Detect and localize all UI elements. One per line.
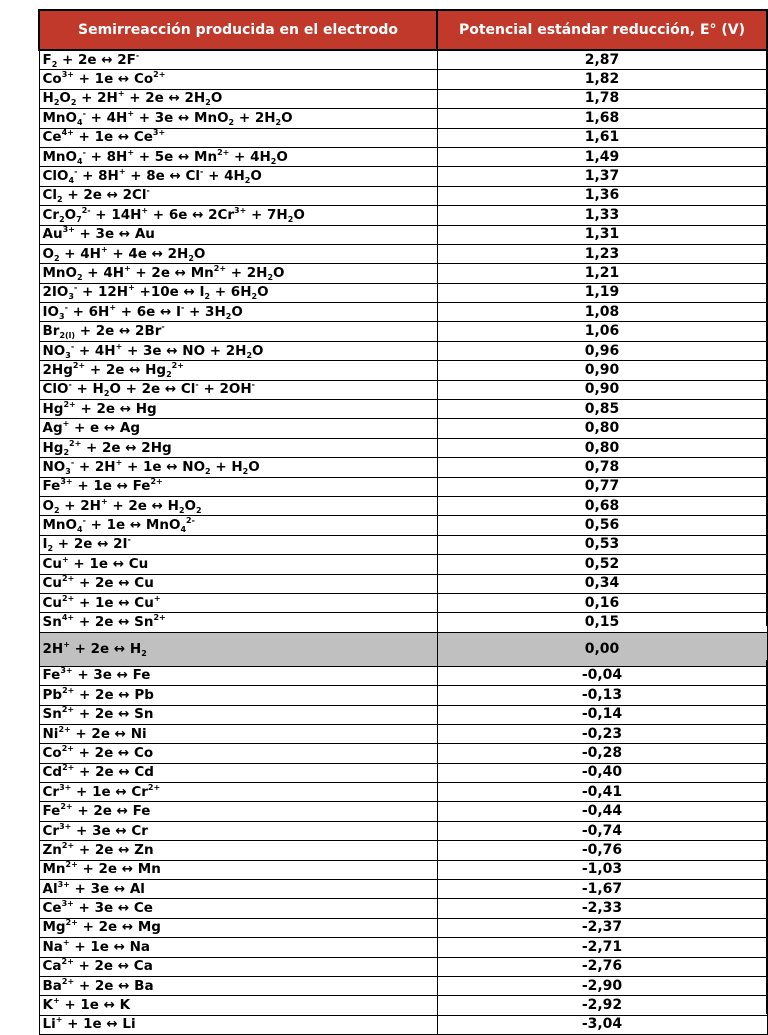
potential-value-cell: 1,49: [437, 147, 767, 166]
table-row: [39, 821, 767, 840]
potential-value-cell: -0,76: [437, 841, 767, 860]
table-row: [39, 147, 767, 166]
table-row: [39, 802, 767, 821]
half-reaction-cell: MnO$_4$- + 1e ↔ MnO$_4^{2-}$: [39, 516, 437, 535]
half-reaction-cell: $Cu^{2+} + 1e$ ↔ Cu+: [39, 593, 437, 612]
half-reaction-cell: $Ce^{3+} + 3e$ ↔ Ce: [39, 899, 437, 918]
header-row: [39, 10, 767, 50]
half-reaction-cell: ClO$_4$- + 8H+ + 8e ↔ $Cl^- + 4H_2O$: [39, 167, 437, 186]
table-row: [39, 593, 767, 612]
potential-value-cell: -2,92: [437, 996, 767, 1015]
table-row: [39, 361, 767, 380]
half-reaction-cell: MnO$_2$ + 4H+ + 2e ↔ $Mn^{2+} + 2H_2O$: [39, 264, 437, 283]
half-reaction-cell: $IO_3^- + 6H^+ + 6e$ ↔ $I^- + 3H_2O$: [39, 303, 437, 322]
reduction-potentials-table-container: [38, 9, 768, 1035]
half-reaction-cell: Cu+ + 1e ↔ Cu: [39, 555, 437, 574]
half-reaction-cell: $Ca^{2+} + 2e$ ↔ Ca: [39, 957, 437, 976]
half-reaction-cell: $Cr^{3+} + 3e$ ↔ Cr: [39, 821, 437, 840]
half-reaction-cell: $Cr^{3+} + 1e$ ↔ $Cr^{2+}$: [39, 783, 437, 802]
potential-value-cell: 1,23: [437, 244, 767, 263]
header-half-reaction: Semirreacción producida en el electrodo: [39, 10, 437, 50]
table-row: [39, 225, 767, 244]
table-row: [39, 880, 767, 899]
table-row: [39, 724, 767, 743]
half-reaction-cell: $O_2 + 4H^+ + 4e$ ↔ $2H_2O$: [39, 244, 437, 263]
potential-value-cell: 0,16: [437, 593, 767, 612]
table-row: [39, 860, 767, 879]
table-row: [39, 70, 767, 89]
table-row: [39, 666, 767, 685]
table-row: [39, 322, 767, 341]
table-row: [39, 516, 767, 535]
potential-value-cell: 0,56: [437, 516, 767, 535]
potential-value-cell: 1,37: [437, 167, 767, 186]
half-reaction-cell: $2IO_3^- + 12H^+ +10e$ ↔ $I_2 + 6H_2O$: [39, 283, 437, 302]
potential-value-cell: 0,53: [437, 535, 767, 554]
table-row: [39, 976, 767, 995]
half-reaction-cell: $H_2O_2 + 2H^+ + 2e$ ↔ $2H_2O$: [39, 89, 437, 108]
half-reaction-cell: $Hg^{2+} + 2e$ ↔ Hg: [39, 400, 437, 419]
potential-value-cell: 0,52: [437, 555, 767, 574]
potential-value-cell: 1,21: [437, 264, 767, 283]
table-row: [39, 50, 767, 70]
potential-value-cell: -0,44: [437, 802, 767, 821]
half-reaction-cell: $Ni^{2+} + 2e$ ↔ Ni: [39, 724, 437, 743]
table-row: [39, 686, 767, 705]
half-reaction-cell: $Cu^{2+} + 2e$ ↔ Cu: [39, 574, 437, 593]
table-row: [39, 167, 767, 186]
table-row: [39, 419, 767, 438]
table-row: [39, 555, 767, 574]
table-row: [39, 264, 767, 283]
table-row: [39, 477, 767, 496]
table-row: [39, 206, 767, 225]
half-reaction-cell: $NO_3^- + 2H^+ + 1e$ ↔ $NO_2 + H_2O$: [39, 458, 437, 477]
potential-value-cell: 0,80: [437, 438, 767, 457]
table-row: [39, 574, 767, 593]
half-reaction-cell: Li+ + 1e ↔ Li: [39, 1015, 437, 1034]
half-reaction-cell: $Fe^{3+} + 1e$ ↔ $Fe^{2+}$: [39, 477, 437, 496]
half-reaction-cell: 2H+ + 2e ↔ $H_2$: [39, 632, 437, 666]
potential-value-cell: 1,78: [437, 89, 767, 108]
half-reaction-cell: $2Hg^{2+} + 2e$ ↔ $Hg_2^{2+}$: [39, 361, 437, 380]
potential-value-cell: -0,28: [437, 744, 767, 763]
table-row: [39, 244, 767, 263]
half-reaction-cell: $I_2 + 2e$ ↔ 2I-: [39, 535, 437, 554]
potential-value-cell: 0,80: [437, 419, 767, 438]
half-reaction-cell: $NO_3^- + 4H^+ + 3e$ ↔ NO + $2H_2O$: [39, 341, 437, 360]
potential-value-cell: 0,77: [437, 477, 767, 496]
half-reaction-cell: $Fe^{3+} + 3e$ ↔ Fe: [39, 666, 437, 685]
half-reaction-cell: $Co^{3+} + 1e$ ↔ $Co^{2+}$: [39, 70, 437, 89]
potential-value-cell: 0,90: [437, 361, 767, 380]
table-row: [39, 783, 767, 802]
table-row: [39, 303, 767, 322]
potential-value-cell: -1,03: [437, 860, 767, 879]
potential-value-cell: -2,37: [437, 918, 767, 937]
half-reaction-cell: $Cl_2 + 2e$ ↔ 2Cl-: [39, 186, 437, 205]
table-row: [39, 705, 767, 724]
potential-value-cell: 1,31: [437, 225, 767, 244]
table-row-reference-electrode: [39, 632, 767, 666]
table-row: [39, 535, 767, 554]
table-row: [39, 458, 767, 477]
potential-value-cell: -0,14: [437, 705, 767, 724]
half-reaction-cell: $Cr_2O_7^{2-} + 14H^+ + 6e$ ↔ $2Cr^{3+} + 7H_2O$: [39, 206, 437, 225]
potential-value-cell: 0,34: [437, 574, 767, 593]
reduction-potentials-table: [38, 9, 768, 1035]
potential-value-cell: -2,71: [437, 938, 767, 957]
table-row: [39, 1015, 767, 1034]
table-row: [39, 899, 767, 918]
half-reaction-cell: $Au^{3+} + 3e$ ↔ Au: [39, 225, 437, 244]
half-reaction-cell: $Cd^{2+} + 2e$ ↔ Cd: [39, 763, 437, 782]
potential-value-cell: 1,08: [437, 303, 767, 322]
half-reaction-cell: $O_2 + 2H^+ + 2e$ ↔ $H_2O_2$: [39, 496, 437, 515]
table-row: [39, 938, 767, 957]
table-row: [39, 496, 767, 515]
potential-value-cell: 1,06: [437, 322, 767, 341]
half-reaction-cell: $Ba^{2+} + 2e$ ↔ Ba: [39, 976, 437, 995]
half-reaction-cell: Ag+ + e ↔ Ag: [39, 419, 437, 438]
potential-value-cell: 2,87: [437, 50, 767, 70]
table-row: [39, 186, 767, 205]
half-reaction-cell: $Al^{3+} + 3e$ ↔ Al: [39, 880, 437, 899]
half-reaction-cell: $Sn^{4+} + 2e$ ↔ $Sn^{2+}$: [39, 613, 437, 632]
half-reaction-cell: $Mg^{2+} + 2e$ ↔ Mg: [39, 918, 437, 937]
half-reaction-cell: $Hg_2^{2+} + 2e$ ↔ 2Hg: [39, 438, 437, 457]
potential-value-cell: 1,19: [437, 283, 767, 302]
half-reaction-cell: $Br_{2(l)} + 2e$ ↔ 2Br-: [39, 322, 437, 341]
table-row: [39, 957, 767, 976]
half-reaction-cell: $Mn^{2+} + 2e$ ↔ Mn: [39, 860, 437, 879]
table-body: [39, 50, 767, 1035]
potential-value-cell: 0,68: [437, 496, 767, 515]
half-reaction-cell: $ClO^- + H_2O + 2e$ ↔ Cl- + 2OH-: [39, 380, 437, 399]
table-row: [39, 341, 767, 360]
table-row: [39, 438, 767, 457]
potential-value-cell: 0,85: [437, 400, 767, 419]
half-reaction-cell: $Sn^{2+} + 2e$ ↔ Sn: [39, 705, 437, 724]
table-row: [39, 918, 767, 937]
potential-value-cell: -0,41: [437, 783, 767, 802]
table-row: [39, 380, 767, 399]
potential-value-cell: -0,04: [437, 666, 767, 685]
half-reaction-cell: $Zn^{2+} + 2e$ ↔ Zn: [39, 841, 437, 860]
table-row: [39, 996, 767, 1015]
header-standard-potential: Potencial estándar reducción, E° (V): [437, 10, 767, 50]
half-reaction-cell: MnO$_4$- + 4H+ + 3e ↔ $MnO_2 + 2H_2O$: [39, 109, 437, 128]
table-row: [39, 841, 767, 860]
potential-value-cell: 1,36: [437, 186, 767, 205]
potential-value-cell: -2,90: [437, 976, 767, 995]
table-row: [39, 109, 767, 128]
potential-value-cell: 0,00: [437, 632, 767, 666]
potential-value-cell: -0,23: [437, 724, 767, 743]
table-header: [39, 10, 767, 50]
potential-value-cell: -0,40: [437, 763, 767, 782]
potential-value-cell: -0,13: [437, 686, 767, 705]
table-row: [39, 613, 767, 632]
half-reaction-cell: MnO$_4$- + 8H+ + 5e ↔ $Mn^{2+} + 4H_2O$: [39, 147, 437, 166]
potential-value-cell: 0,15: [437, 613, 767, 632]
potential-value-cell: -2,76: [437, 957, 767, 976]
table-row: [39, 128, 767, 147]
potential-value-cell: 1,61: [437, 128, 767, 147]
potential-value-cell: -1,67: [437, 880, 767, 899]
table-row: [39, 400, 767, 419]
table-row: [39, 283, 767, 302]
table-row: [39, 763, 767, 782]
half-reaction-cell: K+ + 1e ↔ K: [39, 996, 437, 1015]
potential-value-cell: 0,78: [437, 458, 767, 477]
potential-value-cell: -2,33: [437, 899, 767, 918]
half-reaction-cell: Na+ + 1e ↔ Na: [39, 938, 437, 957]
potential-value-cell: 1,82: [437, 70, 767, 89]
half-reaction-cell: $Pb^{2+} + 2e$ ↔ Pb: [39, 686, 437, 705]
half-reaction-cell: $Co^{2+} + 2e$ ↔ Co: [39, 744, 437, 763]
potential-value-cell: 0,96: [437, 341, 767, 360]
potential-value-cell: -3,04: [437, 1015, 767, 1034]
potential-value-cell: 1,33: [437, 206, 767, 225]
potential-value-cell: 0,90: [437, 380, 767, 399]
potential-value-cell: 1,68: [437, 109, 767, 128]
half-reaction-cell: $Fe^{2+} + 2e$ ↔ Fe: [39, 802, 437, 821]
table-row: [39, 744, 767, 763]
potential-value-cell: -0,74: [437, 821, 767, 840]
table-row: [39, 89, 767, 108]
half-reaction-cell: $Ce^{4+} + 1e$ ↔ $Ce^{3+}$: [39, 128, 437, 147]
half-reaction-cell: $F_2 + 2e$ ↔ 2F-: [39, 50, 437, 70]
